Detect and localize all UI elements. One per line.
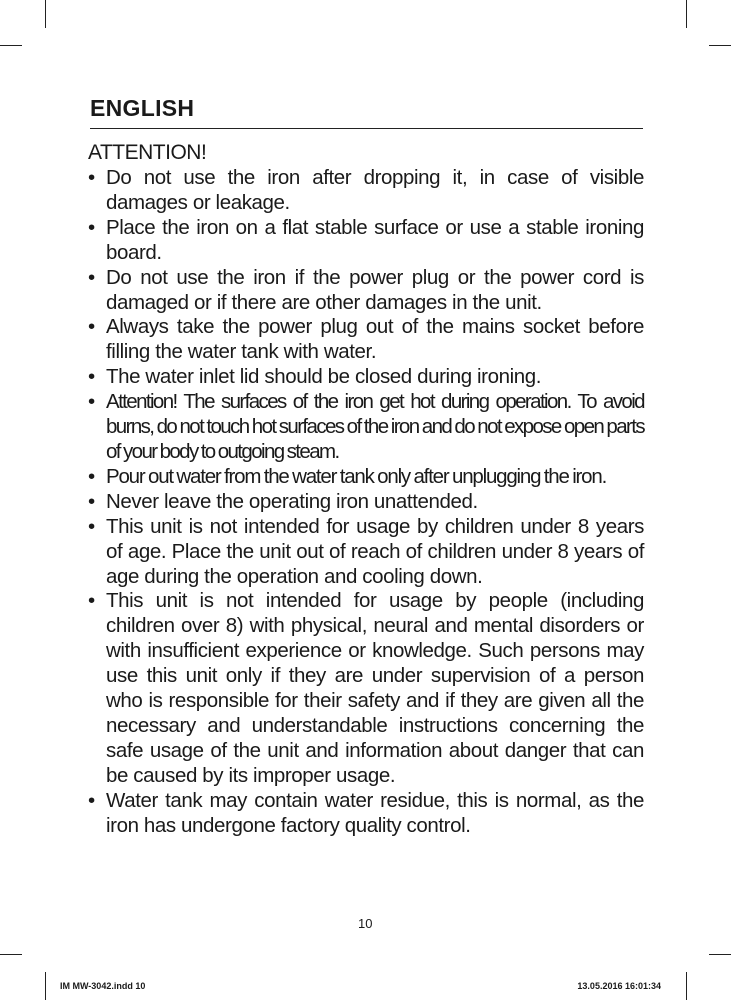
list-item: [88, 315, 644, 365]
list-item: [88, 490, 644, 515]
crop-mark: [686, 972, 687, 1000]
bullet-icon: •: [88, 589, 95, 613]
bullet-icon: •: [88, 489, 95, 513]
list-item-text: This unit is not intended for usage by children under 8 years of age. Place the unit out of reach of children under 8 years of age during the operation and cooling down.: [106, 514, 644, 588]
list-item-text: Place the iron on a flat stable surface or use a stable ironing board.: [106, 215, 644, 264]
safety-list: [88, 166, 644, 838]
bullet-icon: •: [88, 166, 95, 189]
list-item-text: Pour out water from the water tank only after unplugging the iron.: [106, 464, 607, 488]
list-item: [88, 390, 644, 465]
footer-timestamp: 13.05.2016 16:01:34: [577, 981, 661, 991]
list-item-text: Water tank may contain water residue, this is normal, as the iron has undergone factory quality control.: [106, 788, 644, 837]
list-item-text: Attention! The surfaces of the iron get hot during operation. To avoid burns, do not touch hot surfaces of the iron and do not expose open parts of your body to outgoing steam.: [106, 390, 644, 463]
list-item-text: Never leave the operating iron unattended.: [106, 489, 478, 513]
crop-mark: [0, 45, 22, 46]
list-item: [88, 589, 644, 788]
bullet-icon: •: [88, 315, 95, 339]
list-item-text: Do not use the iron after dropping it, in case of visible damages or leakage.: [106, 166, 644, 214]
crop-mark: [709, 954, 731, 955]
list-item: [88, 365, 644, 390]
bullet-icon: •: [88, 788, 95, 812]
list-item-text: Do not use the iron if the power plug or the power cord is damaged or if there are other damages in the unit.: [106, 265, 644, 314]
list-item: [88, 465, 644, 490]
bullet-icon: •: [88, 365, 95, 389]
attention-title: ATTENTION!: [88, 141, 207, 164]
crop-mark: [686, 0, 687, 28]
bullet-icon: •: [88, 265, 95, 289]
bullet-icon: •: [88, 514, 95, 538]
page-number: 10: [358, 916, 373, 931]
bullet-icon: •: [88, 215, 95, 239]
list-item: [88, 515, 644, 590]
list-item: [88, 166, 644, 216]
list-item-text: This unit is not intended for usage by people (including children over 8) with physical, neural and mental disorders or with insufficient experience or knowledge. Such persons may use this unit only if they are under supervision of a person who is responsible for their safety and if they are given all the necessary and understandable instructions concerning the safe usage of the unit and information about danger that can be caused by its improper usage.: [106, 589, 644, 787]
heading-rule: [90, 128, 643, 129]
bullet-icon: •: [88, 390, 94, 414]
footer-file-name: IM MW-3042.indd 10: [60, 981, 146, 991]
bullet-icon: •: [88, 464, 94, 488]
list-item: [88, 266, 644, 316]
crop-mark: [45, 972, 46, 1000]
list-item: [88, 216, 644, 266]
list-item-text: Always take the power plug out of the mains socket before filling the water tank with water.: [106, 315, 644, 364]
crop-mark: [45, 0, 46, 28]
list-item: [88, 789, 644, 839]
crop-mark: [709, 45, 731, 46]
list-item-text: The water inlet lid should be closed during ironing.: [106, 365, 542, 389]
section-heading: ENGLISH: [90, 95, 195, 121]
crop-mark: [0, 954, 22, 955]
